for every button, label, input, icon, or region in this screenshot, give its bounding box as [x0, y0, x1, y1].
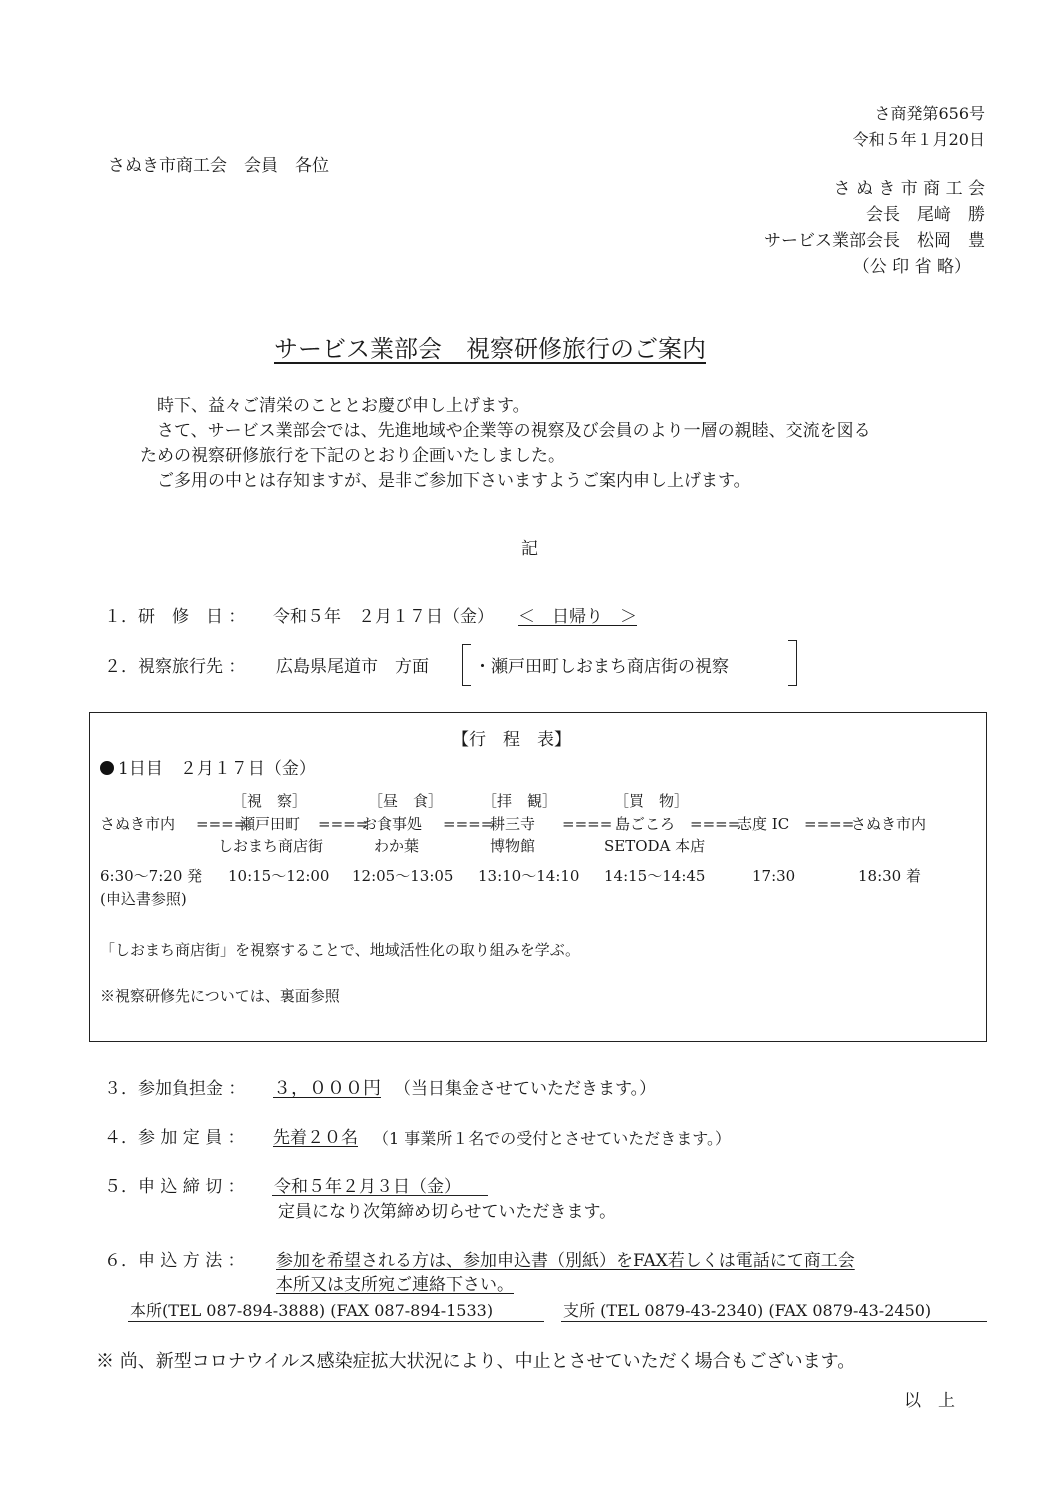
document-title: サービス業部会 視察研修旅行のご案内 — [274, 335, 706, 363]
category-shopping: ［買 物］ — [614, 792, 690, 810]
time-departure: 6:30～7:20 発 — [100, 867, 203, 885]
item3-label: ３．参加負担金 ： — [104, 1079, 246, 1099]
route-separator: ==== — [804, 815, 855, 833]
sender-chairman: 会長 尾﨑 勝 — [866, 205, 985, 225]
item5-underline — [272, 1195, 488, 1196]
seal-omitted-note: （公 印 省 略） — [852, 257, 971, 277]
item4-label: ４．参 加 定 員 ： — [104, 1128, 245, 1148]
schedule-title: 【行 程 表】 — [452, 730, 571, 750]
item5-note: 定員になり次第締め切らせていただきます。 — [278, 1202, 617, 1222]
shisho-contact: 支所 (TEL 0879-43-2340) (FAX 0879-43-2450) — [563, 1301, 932, 1320]
item6-line-2: 本所又は支所宛ご連絡下さい。 — [276, 1275, 514, 1295]
honsho-underline — [128, 1321, 544, 1322]
item2-label: ２．視察旅行先 ： — [104, 657, 246, 677]
item1-label: １．研 修 日 ： — [104, 607, 246, 627]
intro-line-2: さて、サービス業部会では、先進地域や企業等の視察及び会員のより一層の親睦、交流を図る — [157, 421, 871, 441]
closing-mark: 以 上 — [904, 1391, 955, 1411]
left-bracket — [462, 644, 471, 686]
route-stop-1: さぬき市内 — [100, 815, 176, 833]
item6-label: ６．申 込 方 法 ： — [104, 1251, 245, 1271]
route-sub-setoda: SETODA 本店 — [604, 837, 706, 855]
item5-value: 令和５年２月３日（金） — [274, 1177, 461, 1197]
time-note: (申込書参照) — [100, 890, 187, 908]
time-shopping: 14:15～14:45 — [604, 867, 706, 885]
intro-line-1: 時下、益々ご清栄のこととお慶び申し上げます。 — [157, 396, 530, 416]
time-lunch: 12:05～13:05 — [352, 867, 454, 885]
item1-note: ＜ 日帰り ＞ — [518, 607, 637, 627]
item3-value: ３，０００円 — [273, 1078, 381, 1099]
route-sub-shiomachi: しおまち商店街 — [218, 837, 324, 855]
intro-line-4: ご多用の中とは存知ますが、是非ご参加下さいますようご案内申し上げます。 — [157, 471, 751, 491]
route-separator: ==== — [318, 815, 369, 833]
item2-value: 広島県尾道市 方面 — [276, 657, 429, 677]
category-inspection: ［視 察］ — [232, 792, 308, 810]
bullet-icon — [100, 761, 114, 775]
time-arrival: 18:30 着 — [858, 867, 921, 885]
time-inspection: 10:15～12:00 — [228, 867, 330, 885]
route-stop-5: 島ごころ — [615, 815, 676, 833]
intro-line-3: ための視察研修旅行を下記のとおり企画いたしました。 — [140, 446, 565, 466]
cancellation-notice: ※ 尚、新型コロナウイルス感染症拡大状況により、中止とさせていただく場合もございます。 — [96, 1351, 856, 1372]
sender-organization: さ ぬ き 市 商 工 会 — [833, 179, 985, 199]
route-sub-wakaba: わか葉 — [374, 837, 420, 855]
recipient: さぬき市商工会 会員 各位 — [108, 156, 329, 176]
time-shido-ic: 17:30 — [752, 867, 796, 885]
item1-value: 令和５年 ２月１７日（金） — [273, 607, 494, 627]
right-bracket — [788, 640, 797, 686]
category-worship: ［拝 観］ — [482, 792, 558, 810]
schedule-purpose: 「しおまち商店街」を視察することで、地域活性化の取り組みを学ぶ。 — [100, 941, 581, 959]
item2-detail: ・瀬戸田町しおまち商店街の視察 — [474, 657, 729, 677]
route-stop-3: お食事処 — [362, 815, 423, 833]
time-worship: 13:10～14:10 — [478, 867, 580, 885]
route-stop-4: 耕三寺 — [490, 815, 536, 833]
route-stop-7: さぬき市内 — [851, 815, 927, 833]
shisho-underline — [561, 1321, 987, 1322]
document-number: さ商発第656号 — [874, 104, 985, 123]
item6-line-1: 参加を希望される方は、参加申込書（別紙）をFAX若しくは電話にて商工会 — [276, 1251, 855, 1271]
route-separator: ==== — [196, 815, 247, 833]
route-separator: ==== — [690, 815, 741, 833]
route-stop-2: 瀬戸田町 — [240, 815, 301, 833]
route-stop-6: 志度 IC — [737, 815, 790, 833]
schedule-reference: ※視察研修先については、裏面参照 — [100, 987, 340, 1005]
honsho-contact: 本所(TEL 087-894-3888) (FAX 087-894-1533) — [130, 1301, 494, 1320]
schedule-day-label: 1日目 ２月１７日（金） — [118, 759, 316, 779]
ki-heading: 記 — [521, 539, 538, 559]
sender-department-chairman: サービス業部会長 松岡 豊 — [764, 231, 985, 251]
route-separator: ==== — [443, 815, 494, 833]
issue-date: 令和５年１月20日 — [852, 130, 985, 149]
item4-note: （1 事業所１名での受付とさせていただきます。） — [373, 1129, 731, 1148]
route-sub-museum: 博物館 — [490, 837, 536, 855]
item4-value: 先着２０名 — [273, 1128, 358, 1148]
item5-label: ５．申 込 締 切 ： — [104, 1177, 245, 1197]
route-separator: ==== — [562, 815, 613, 833]
category-lunch: ［昼 食］ — [368, 792, 444, 810]
item3-note: （当日集金させていただきます。） — [394, 1079, 657, 1099]
schedule-day — [100, 758, 316, 780]
